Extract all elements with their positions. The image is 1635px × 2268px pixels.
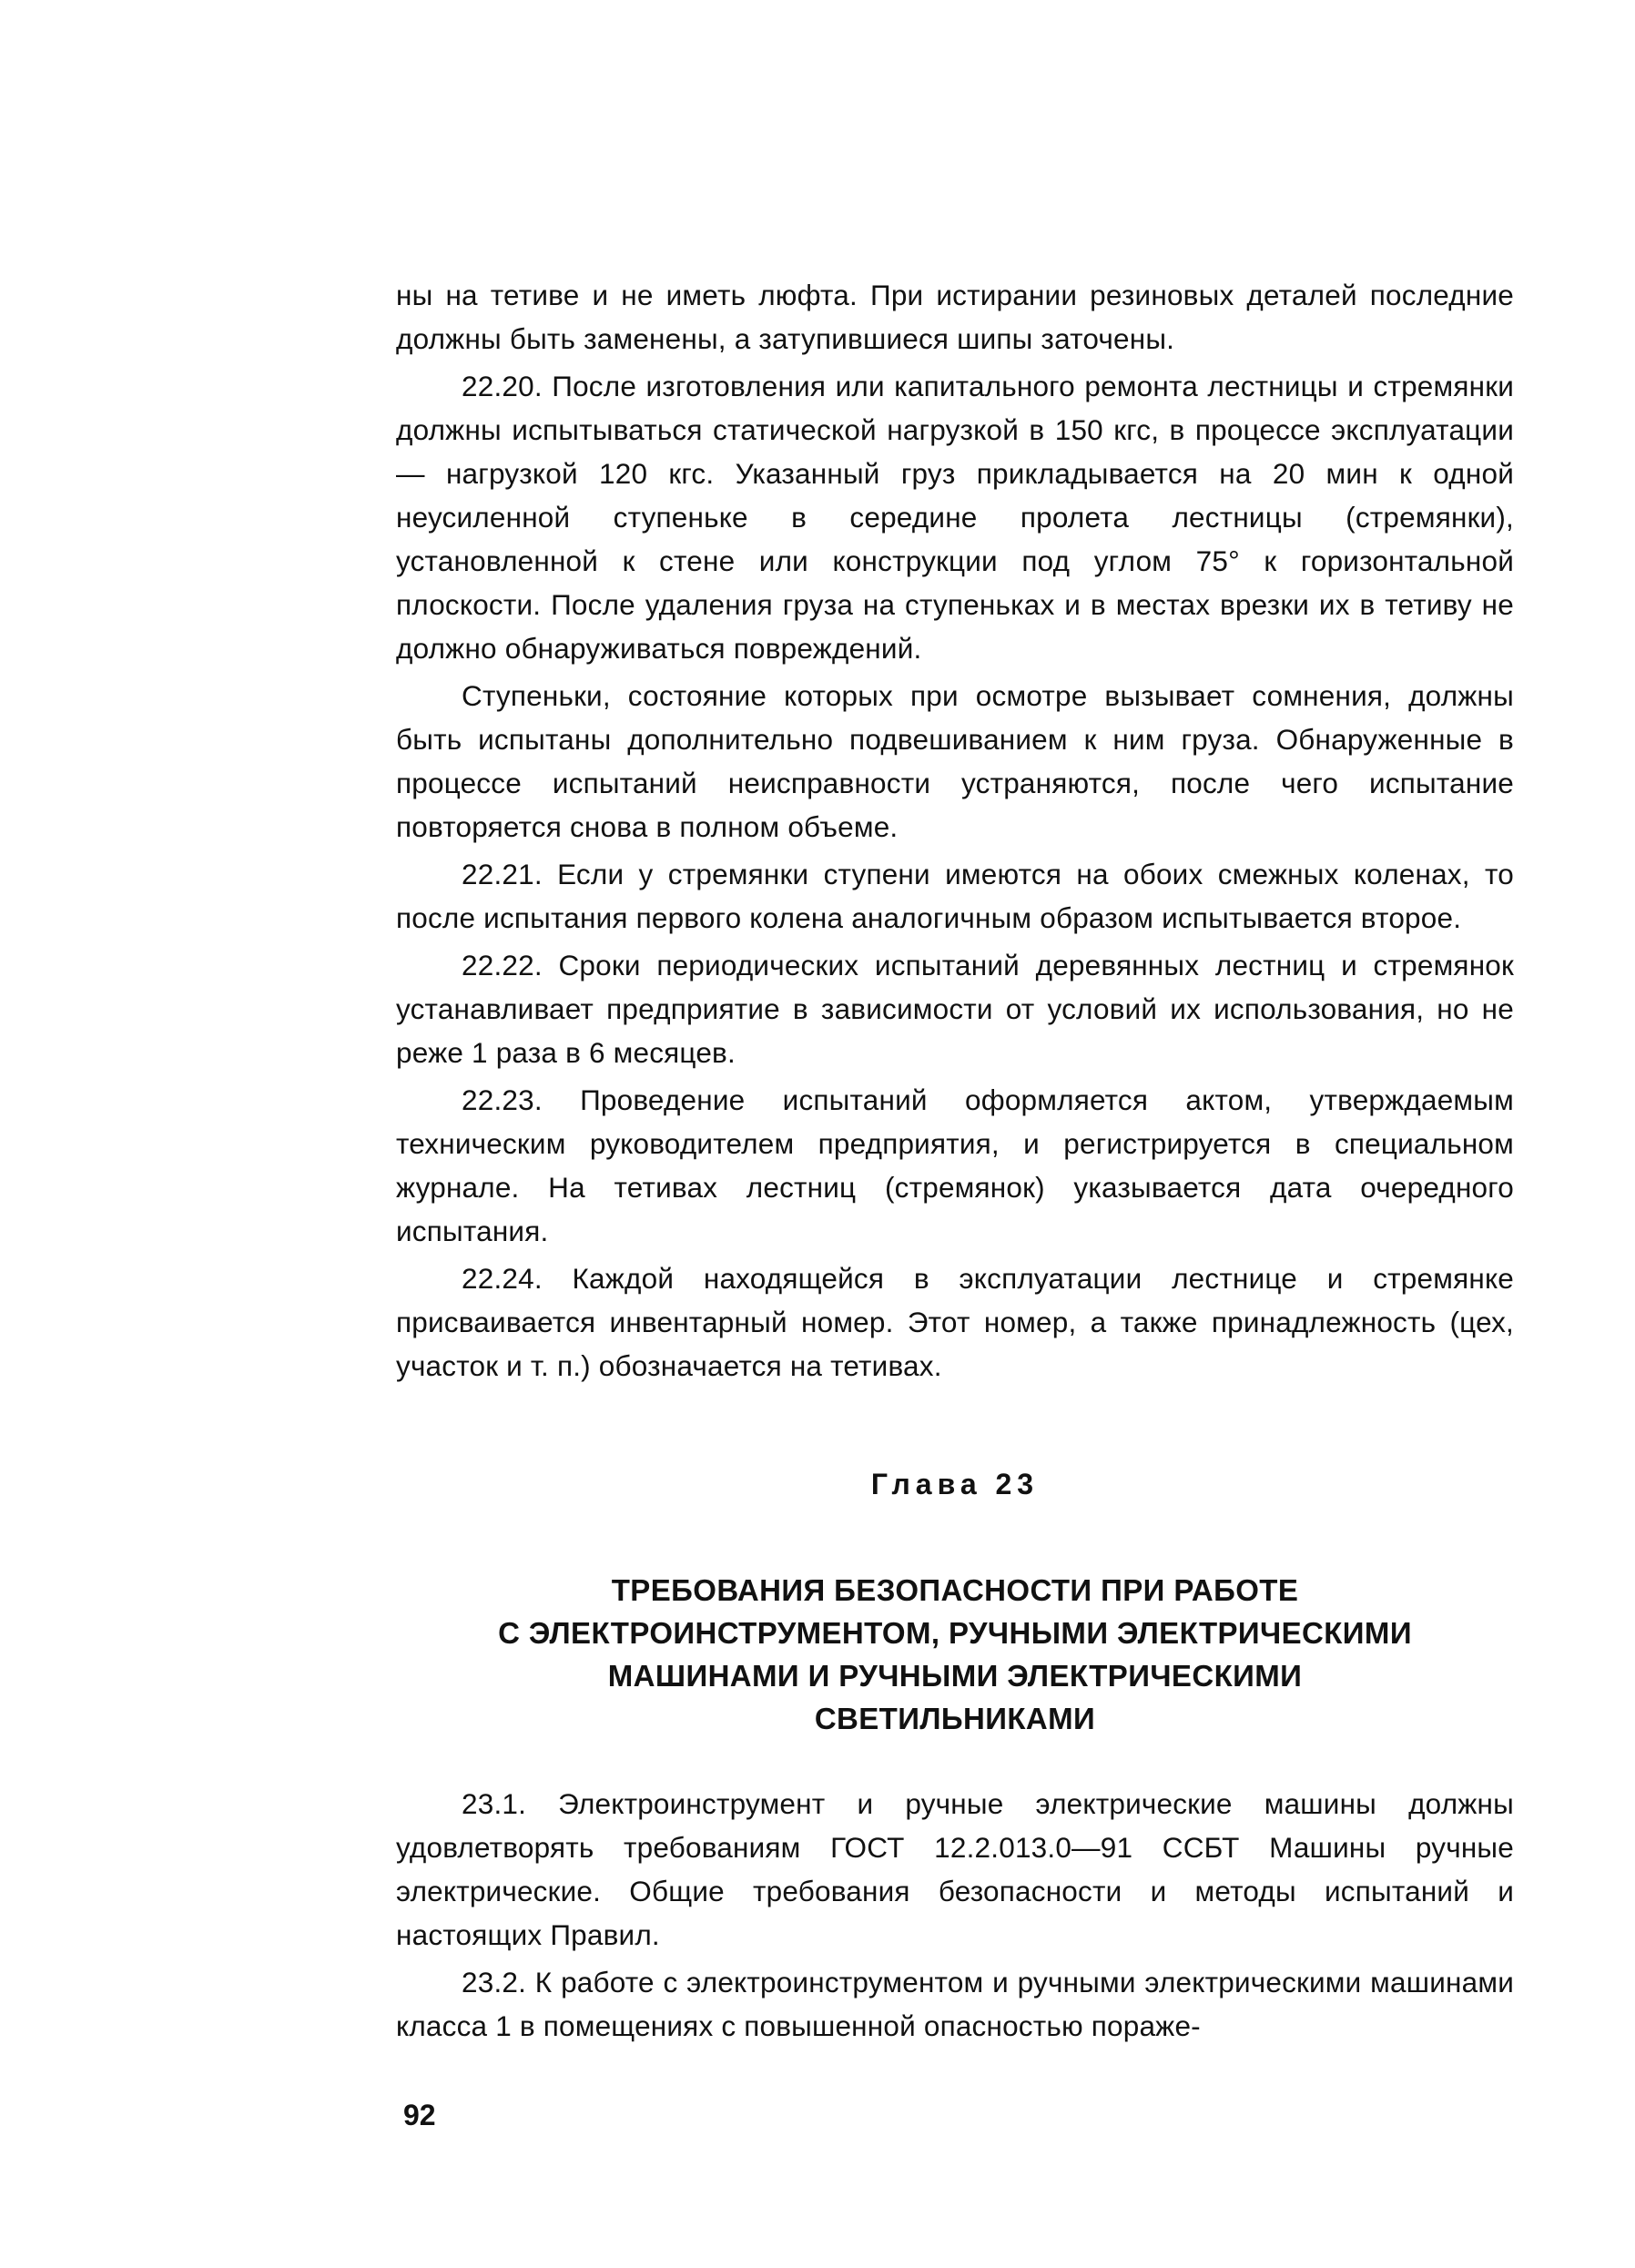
paragraph-continuation: ны на тетиве и не иметь люфта. При истирании резиновых деталей последние должны быть заменены, а затупившиеся шипы заточены. — [396, 279, 1514, 355]
heading-line: С ЭЛЕКТРОИНСТРУМЕНТОМ, РУЧНЫМИ ЭЛЕКТРИЧЕСКИМИ — [498, 1616, 1412, 1650]
heading-line: МАШИНАМИ И РУЧНЫМИ ЭЛЕКТРИЧЕСКИМИ — [607, 1659, 1303, 1693]
paragraph-22-22: 22.22. Сроки периодических испытаний деревянных лестниц и стремянок устанавливает предприятие в зависимости от условий их использования, но не реже 1 раза в 6 месяцев. — [396, 949, 1514, 1069]
paragraph-22-20: 22.20. После изготовления или капитального ремонта лестницы и стремянки должны испытываться статической нагрузкой в 150 кгс, в процессе эксплуатации — нагрузкой 120 кгс. Указанный груз прикладывается на 20 мин к одной неусиленной ступеньке в середине пролета лестницы (стремянки), установленной к стене или конструкции под углом 75° к горизонтальной плоскости. После удаления груза на ступеньках и в местах врезки их в тетиву не должно обнаруживаться повреждений. — [396, 370, 1514, 665]
paragraph-22-20-continued: Ступеньки, состояние которых при осмотре вызывает сомнения, должны быть испытаны дополнительно подвешиванием к ним груза. Обнаруженные в процессе испытаний неисправности устраняются, после чего испытание повторяется снова в полном объеме. — [396, 679, 1514, 843]
chapter-heading — [396, 1569, 1514, 1740]
page-body — [396, 273, 1514, 2051]
paragraph-22-23: 22.23. Проведение испытаний оформляется актом, утверждаемым техническим руководителем предприятия, и регистрируется в специальном журнале. На тетивах лестниц (стремянок) указывается дата очередного испытания. — [396, 1083, 1514, 1247]
heading-line: СВЕТИЛЬНИКАМИ — [814, 1702, 1096, 1735]
paragraph-23-2: 23.2. К работе с электроинструментом и ручными электрическими машинами класса 1 в помещениях с повышенной опасностью пораже- — [396, 1966, 1514, 2042]
heading-line: ТРЕБОВАНИЯ БЕЗОПАСНОСТИ ПРИ РАБОТЕ — [611, 1573, 1299, 1607]
paragraph-22-24: 22.24. Каждой находящейся в эксплуатации лестнице и стремянке присваивается инвентарный номер. Этот номер, а также принадлежность (цех, участок и т. п.) обозначается на тетивах. — [396, 1262, 1514, 1382]
paragraph-22-21: 22.21. Если у стремянки ступени имеются на обоих смежных коленах, то после испытания первого колена аналогичным образом испытывается второе. — [396, 858, 1514, 934]
page-number: 92 — [403, 2099, 436, 2131]
paragraph-23-1: 23.1. Электроинструмент и ручные электрические машины должны удовлетворять требованиям ГОСТ 12.2.013.0—91 ССБТ Машины ручные электрические. Общие требования безопасности и методы испытаний и настоящих Правил. — [396, 1787, 1514, 1951]
chapter-label: Глава 23 — [870, 1468, 1040, 1500]
